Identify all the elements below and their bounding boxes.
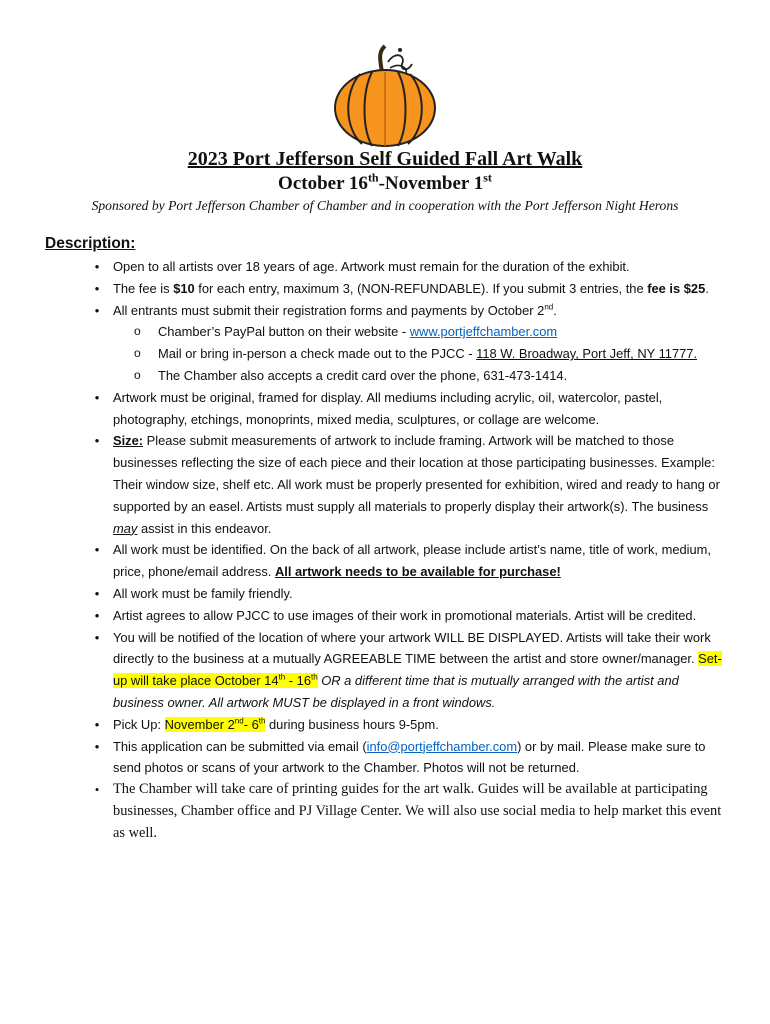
item-text: All work must be identified. On the back of all artwork, please include artist’s name, title of work, medium, price, phone/email address. (113, 542, 712, 580)
item-text: Pick Up: (113, 716, 165, 732)
bullet-icon: • (94, 585, 100, 601)
item-text: Artist agrees to allow PJCC to use images of their work in promotional materials. Artist will be credited. (113, 607, 697, 623)
item-text: Mail or bring in-person a check made out to the PJCC - (158, 346, 477, 362)
bullet-icon: • (94, 629, 100, 645)
bullet-icon: • (94, 738, 100, 754)
item-text: Chamber’s PayPal button on their website - (158, 324, 410, 340)
ordinal-suffix: nd (544, 302, 554, 312)
list-item (0, 627, 770, 714)
description-list (0, 256, 770, 845)
ordinal-suffix: th (311, 672, 318, 682)
document-title: 2023 Port Jefferson Self Guided Fall Art Walk (187, 148, 583, 170)
setup-text: - 16 (285, 673, 311, 689)
pickup-highlight (165, 717, 266, 732)
event-dates (0, 172, 770, 196)
description-heading: Description: (45, 235, 136, 252)
bullet-icon: • (94, 389, 100, 405)
bullet-icon: • (94, 259, 100, 274)
bullet-icon: • (94, 542, 100, 558)
bullet-icon: • (94, 607, 100, 623)
item-text: for each entry, maximum 3, (NON-REFUNDABLE). If you submit 3 entries, the (194, 280, 648, 296)
list-item (0, 256, 770, 278)
list-item (0, 779, 770, 844)
item-text: . (553, 302, 557, 318)
sub-list-item (0, 321, 770, 343)
sub-list-item (0, 365, 770, 387)
list-item (0, 583, 770, 605)
bullet-icon: • (94, 280, 100, 296)
item-text: ) or by mail. Please make sure to send photos or scans of your artwork to the Chamber. Photos will not be returned. (113, 738, 706, 776)
item-text: Open to all artists over 18 years of age. Artwork must remain for the duration of the exhibit. (113, 259, 630, 274)
emphasis-may: may (113, 520, 138, 536)
item-text: The fee is (113, 280, 174, 296)
list-item (0, 539, 770, 583)
list-item (0, 300, 770, 322)
purchase-notice: All artwork needs to be available for purchase! (274, 564, 561, 580)
circle-bullet-icon: o (134, 346, 141, 361)
end-date-ordinal: st (483, 170, 492, 185)
item-text: All entrants must submit their registration forms and payments by October 2 (113, 302, 545, 318)
item-text: The Chamber will take care of printing guides for the art walk. Guides will be available at participating businesses, Chamber office and PJ Village Center. We will also use social media to help market this event as well. (113, 781, 722, 841)
ordinal-suffix: th (278, 672, 286, 682)
arrangement-note: OR a different time that is mutually arranged with the artist and business owner. All artwork MUST be displayed in a front windows. (113, 673, 679, 710)
bullet-icon: • (94, 782, 100, 798)
item-text: assist in this endeavor. (137, 520, 272, 536)
list-item (0, 278, 770, 300)
email-link[interactable]: info@portjeffchamber.com (366, 738, 518, 754)
item-text: You will be notified of the location of where your artwork WILL BE DISPLAYED. Artists will take their work directly to the business at a mutually AGREEABLE TIME between the artist and store owner/manager. (113, 629, 711, 667)
list-item (0, 605, 770, 627)
start-date: October 16 (278, 173, 368, 194)
bullet-icon: • (94, 433, 100, 449)
size-label: Size: (113, 433, 144, 449)
fee-max-amount: fee is $25 (647, 280, 706, 296)
ordinal-suffix: nd (234, 716, 244, 726)
website-link[interactable]: www.portjeffchamber.com (409, 324, 558, 340)
fee-amount: $10 (173, 280, 195, 296)
circle-bullet-icon: o (134, 324, 141, 339)
item-text: Artwork must be original, framed for display. All mediums including acrylic, oil, watercolor, pastel, photography, etchings, monoprints, mixed media, sculptures, or collage are welcome. (113, 389, 663, 427)
list-item (0, 430, 770, 539)
list-item (0, 387, 770, 431)
item-text: during business hours 9-5pm. (265, 716, 439, 732)
item-text: . (705, 280, 709, 296)
sub-list-item (0, 343, 770, 365)
circle-bullet-icon: o (134, 367, 141, 382)
end-date: -November 1 (378, 173, 484, 194)
item-text: This application can be submitted via email ( (113, 738, 367, 754)
item-text: Please submit measurements of artwork to include framing. Artwork will be matched to those businesses reflecting the size of each piece and their location at those participating businesses. Example: Their window size, shelf etc. All work must be properly presented for exhibition, wired and ready to hang or supported by an easel. Artists must supply all materials to properly display their artwork(s). The business (113, 433, 720, 514)
pumpkin-icon (330, 42, 440, 148)
bullet-icon: • (94, 716, 100, 732)
mailing-address: 118 W. Broadway, Port Jeff, NY 11777. (476, 346, 698, 362)
ordinal-suffix: th (258, 716, 266, 726)
item-text: All work must be family friendly. (113, 585, 293, 601)
list-item (0, 714, 770, 736)
sponsor-line: Sponsored by Port Jefferson Chamber of Chamber and in cooperation with the Port Jefferson Night Herons (91, 198, 679, 213)
bullet-icon: • (94, 302, 100, 318)
pickup-text: November 2 (164, 716, 235, 732)
setup-text: Set-up will take place October 14 (113, 651, 722, 689)
item-text: The Chamber also accepts a credit card over the phone, 631-473-1414. (158, 367, 568, 383)
pickup-text: - 6 (243, 716, 259, 732)
start-date-ordinal: th (367, 170, 379, 185)
list-item (0, 736, 770, 780)
